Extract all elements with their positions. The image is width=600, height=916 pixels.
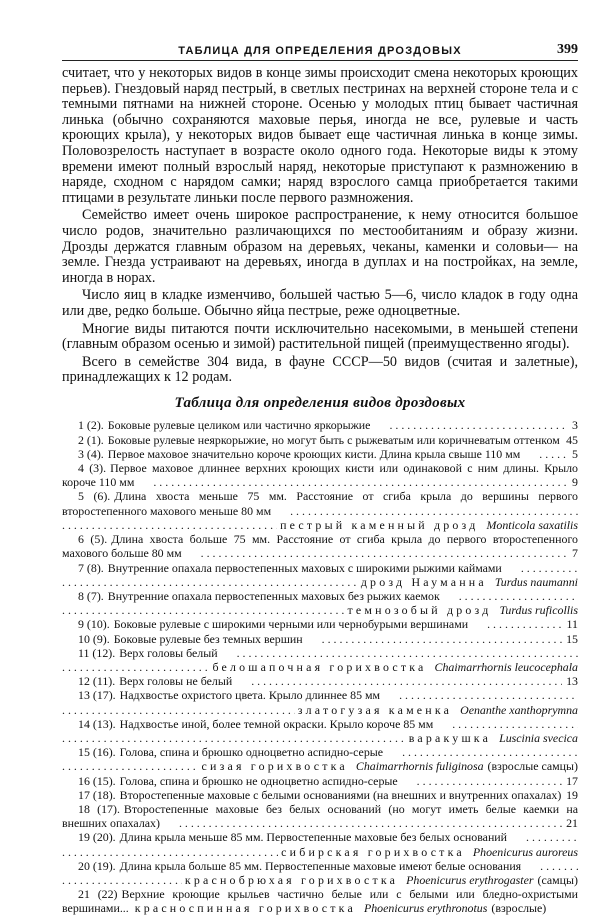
entry-text: Голова, спина и брюшко не одноцветно аспидно-серые . . . <box>120 774 398 788</box>
species-latin: Phoenicurus auroreus <box>472 844 578 859</box>
dot-leader <box>62 660 209 674</box>
entry-text: Верх головы белый . . . <box>119 646 217 660</box>
paragraph: Многие виды питаются почти исключительно насекомыми, в меньшей степени (главным образом осенью и зимой) растительной пищей (преимущественно ягоды). <box>62 320 578 353</box>
dot-leader <box>62 703 295 717</box>
entry-text: Верхние кроющие крыльев частично белые или с белыми или бледно-охристыми вершинами... <box>62 887 578 916</box>
key-entry <box>62 461 578 489</box>
dot-leader <box>62 603 345 617</box>
dot-leader <box>62 759 199 773</box>
paragraph: Число яиц в кладке изменчиво, большей частью 5—6, число кладок в году одна или две, редко больше. Обычно яйца пестрые, реже одноцветные. <box>62 287 578 319</box>
species-latin: Luscinia svecica <box>499 730 578 745</box>
entry-result: 11 <box>563 617 578 631</box>
dot-leader <box>62 873 182 887</box>
species-latin: Monticola saxatilis <box>486 517 578 532</box>
species-name: златогузая каменка <box>297 702 453 717</box>
entry-text: Боковые рулевые без темных вершин . . . <box>114 632 303 646</box>
entry-text: Длина крыла меньше 85 мм. Первостепенные маховые без белых оснований . . . <box>120 830 507 844</box>
species-name: краснобрюхая горихвостка <box>184 872 399 887</box>
running-title: ТАБЛИЦА ДЛЯ ОПРЕДЕЛЕНИЯ ДРОЗДОВЫХ <box>178 45 462 57</box>
key-heading: Таблица для определения видов дроздовых <box>174 394 466 411</box>
entry-number: 14 (13). <box>78 716 116 731</box>
entry-number: 7 (8). <box>78 560 104 575</box>
key-entry <box>62 774 578 788</box>
species-latin: Turdus naumanni <box>494 574 578 589</box>
species-name: сизая горихвостка <box>201 759 348 774</box>
entry-text: Первое маховое значительно короче кроющих кисти. Длина крыла свыше 110 мм . . . <box>108 447 521 461</box>
entry-text: Верх головы не белый . . . <box>119 674 232 688</box>
species-name: темнозобый дрозд <box>347 603 492 618</box>
species-latin: Turdus ruficollis <box>499 603 578 618</box>
entry-number: 16 (15). <box>78 773 116 788</box>
entry-number: 20 (19). <box>78 858 116 873</box>
paragraph: считает, что у некоторых видов в конце зимы происходит смена некоторых кроющих перьев). Гнездовый наряд пестрый, в светлых пестринах на верхней стороне тела и с темными пятнами на нижней стороне. Осенью у молодых птиц бывает частичная линька (обычно сохраняются маховые перья, иногда не все, рулевые и часть кроющих крыла), у некоторых видов бывает еще частичная линька в конце зимы. Половозрелость наступает в возрасте около одного года. Некоторые виды к этому времени имеют полный взрослый наряд, некоторые приступают к размножению в наряде, сходном с нарядом самки; наряд взрослого самца приобретается такими птицами в результате линьки после первого размножения. <box>62 65 578 206</box>
entry-number: 15 (16). <box>78 745 116 760</box>
key-entry <box>62 561 578 589</box>
key-entry <box>62 433 578 447</box>
entry-result: 9 <box>568 475 578 489</box>
entry-number: 5 (6). <box>78 489 111 504</box>
key-entry <box>62 887 578 915</box>
entry-text: Боковые рулевые с широкими черными или чернобурыми вершинами . . . <box>114 617 468 631</box>
key-entry <box>62 745 578 773</box>
entry-text: Длина хвоста больше 75 мм. Расстояние от сгиба крыла до первого второстепенного махового больше 80 мм . . . <box>62 532 578 560</box>
key-entry <box>62 489 578 532</box>
dot-leader <box>62 731 406 745</box>
key-entry <box>62 447 578 461</box>
entry-text: Надхвостье иной, более темной окраски. Крыло короче 85 мм . . . <box>120 717 434 731</box>
entry-number: 12 (11). <box>78 674 116 689</box>
species-name: сибирская горихвостка <box>281 844 465 859</box>
species-name: белошапочная горихвостка <box>212 659 427 674</box>
species-latin: Chaimarrhornis leucocephala <box>434 659 578 674</box>
entry-number: 13 (17). <box>78 688 116 703</box>
species-row <box>62 575 578 589</box>
species-row <box>62 703 578 717</box>
dot-leader <box>62 845 278 859</box>
page-number: 399 <box>557 42 578 57</box>
entry-result: 17 <box>562 774 578 788</box>
species-latin: Chaimarrhornis fuliginosa <box>355 759 484 774</box>
key-entry <box>62 674 578 688</box>
key-entry <box>62 830 578 858</box>
dot-leader <box>62 518 277 532</box>
entry-number: 21 (22) <box>78 887 118 902</box>
entry-text: Длина хвоста меньше 75 мм. Расстояние от сгиба крыла до вершины первого второстепенного махового меньше 80 мм . . . <box>62 489 578 517</box>
species-note: (взрослые) <box>491 901 547 916</box>
entry-result: 45 <box>562 433 578 447</box>
species-row <box>62 518 578 532</box>
species-row <box>62 759 578 773</box>
entry-text: Внутренние опахала первостепенных маховых с широкими рыжими каймами . . . <box>108 561 502 575</box>
entry-text: Боковые рулевые неяркорыжие, но могут быть с рыжеватым или коричневатым оттенком . . . <box>108 433 560 447</box>
species-note: (взрослые самцы) <box>487 759 578 774</box>
entry-text: Боковые рулевые целиком или частично яркорыжие . . . <box>108 418 371 432</box>
entry-result: 5 <box>568 447 578 461</box>
entry-text: Первое маховое длиннее верхних кроющих кисти или одинаковой с ним длины. Крыло короче 110 мм . . . <box>62 461 578 489</box>
species-latin: Oenanthe xanthoprymna <box>460 702 578 717</box>
entry-text: Второстепенные маховые с белыми основаниями (на внешних и внутренних опахалах) . . . <box>120 788 562 802</box>
key-entry <box>62 717 578 745</box>
species-name: красноспинная горихвостка <box>134 901 356 916</box>
key-entry <box>62 589 578 617</box>
paragraph: Семейство имеет очень широкое распространение, к нему относится большое число родов, значительно различающихся по местообитаниям и образу жизни. Дрозды держатся главным образом на деревьях, чеканы, каменки и соловьи— на земле. Гнезда устраивают на деревьях, иногда в дуплах и на постройках, на земле, иногда в норах. <box>62 207 578 286</box>
species-row <box>62 731 578 745</box>
page-body <box>62 66 578 916</box>
species-latin: Phoenicurus erythronotus <box>363 901 488 916</box>
running-header <box>62 40 578 61</box>
entry-number: 19 (20). <box>78 830 116 845</box>
species-note: (самцы) <box>537 872 578 887</box>
entry-number: 8 (7). <box>78 588 104 603</box>
key-entry <box>62 688 578 716</box>
entry-number: 3 (4). <box>78 446 104 461</box>
species-name: дрозд Науманна <box>360 574 487 589</box>
species-row <box>62 603 578 617</box>
dot-leader <box>62 575 358 589</box>
entry-number: 17 (18). <box>78 787 116 802</box>
entry-text: Голова, спина и брюшко одноцветно аспидно-серые . . . <box>120 745 383 759</box>
entry-number: 1 (2). <box>78 418 104 433</box>
paragraph: Всего в семействе 304 вида, в фауне СССР—50 видов (считая и залетные), принадлежащих к 12 родам. <box>62 353 578 386</box>
entry-number: 18 (17). <box>78 801 120 816</box>
entry-number: 10 (9). <box>78 631 110 646</box>
entry-number: 4 (3). <box>78 461 107 476</box>
species-row <box>62 873 578 887</box>
entry-number: 9 (10). <box>78 617 110 632</box>
key-entry <box>62 617 578 631</box>
entry-result: 19 <box>562 788 578 802</box>
entry-result: 3 <box>568 418 578 432</box>
identification-key <box>62 418 578 915</box>
species-row <box>62 660 578 674</box>
entry-text: Второстепенные маховые без белых оснований (но могут иметь белые каемки на внешних опахалах) . . . <box>62 802 578 830</box>
entry-number: 6 (5). <box>78 532 108 547</box>
key-entry <box>62 532 578 560</box>
entry-result: 7 <box>568 546 578 560</box>
species-name: пестрый каменный дрозд <box>280 517 479 532</box>
key-entry <box>62 632 578 646</box>
key-entry <box>62 788 578 802</box>
key-entry <box>62 418 578 432</box>
entry-result: 13 <box>562 674 578 688</box>
entry-text: Длина крыла больше 85 мм. Первостепенные маховые имеют белые основания . . . <box>120 859 522 873</box>
entry-number: 2 (1). <box>78 432 104 447</box>
entry-text: Внутренние опахала первостепенных маховых без рыжих каемок . . . <box>108 589 440 603</box>
species-name: варакушка <box>408 730 492 745</box>
key-entry <box>62 646 578 674</box>
key-entry <box>62 802 578 830</box>
entry-result: 15 <box>562 632 578 646</box>
entry-text: Надхвостье охристого цвета. Крыло длиннее 85 мм . . . <box>120 688 380 702</box>
key-entry <box>62 859 578 887</box>
entry-result: 21 <box>562 816 578 830</box>
species-row <box>62 845 578 859</box>
entry-number: 11 (12). <box>78 645 116 660</box>
species-latin: Phoenicurus erythrogaster <box>406 872 534 887</box>
